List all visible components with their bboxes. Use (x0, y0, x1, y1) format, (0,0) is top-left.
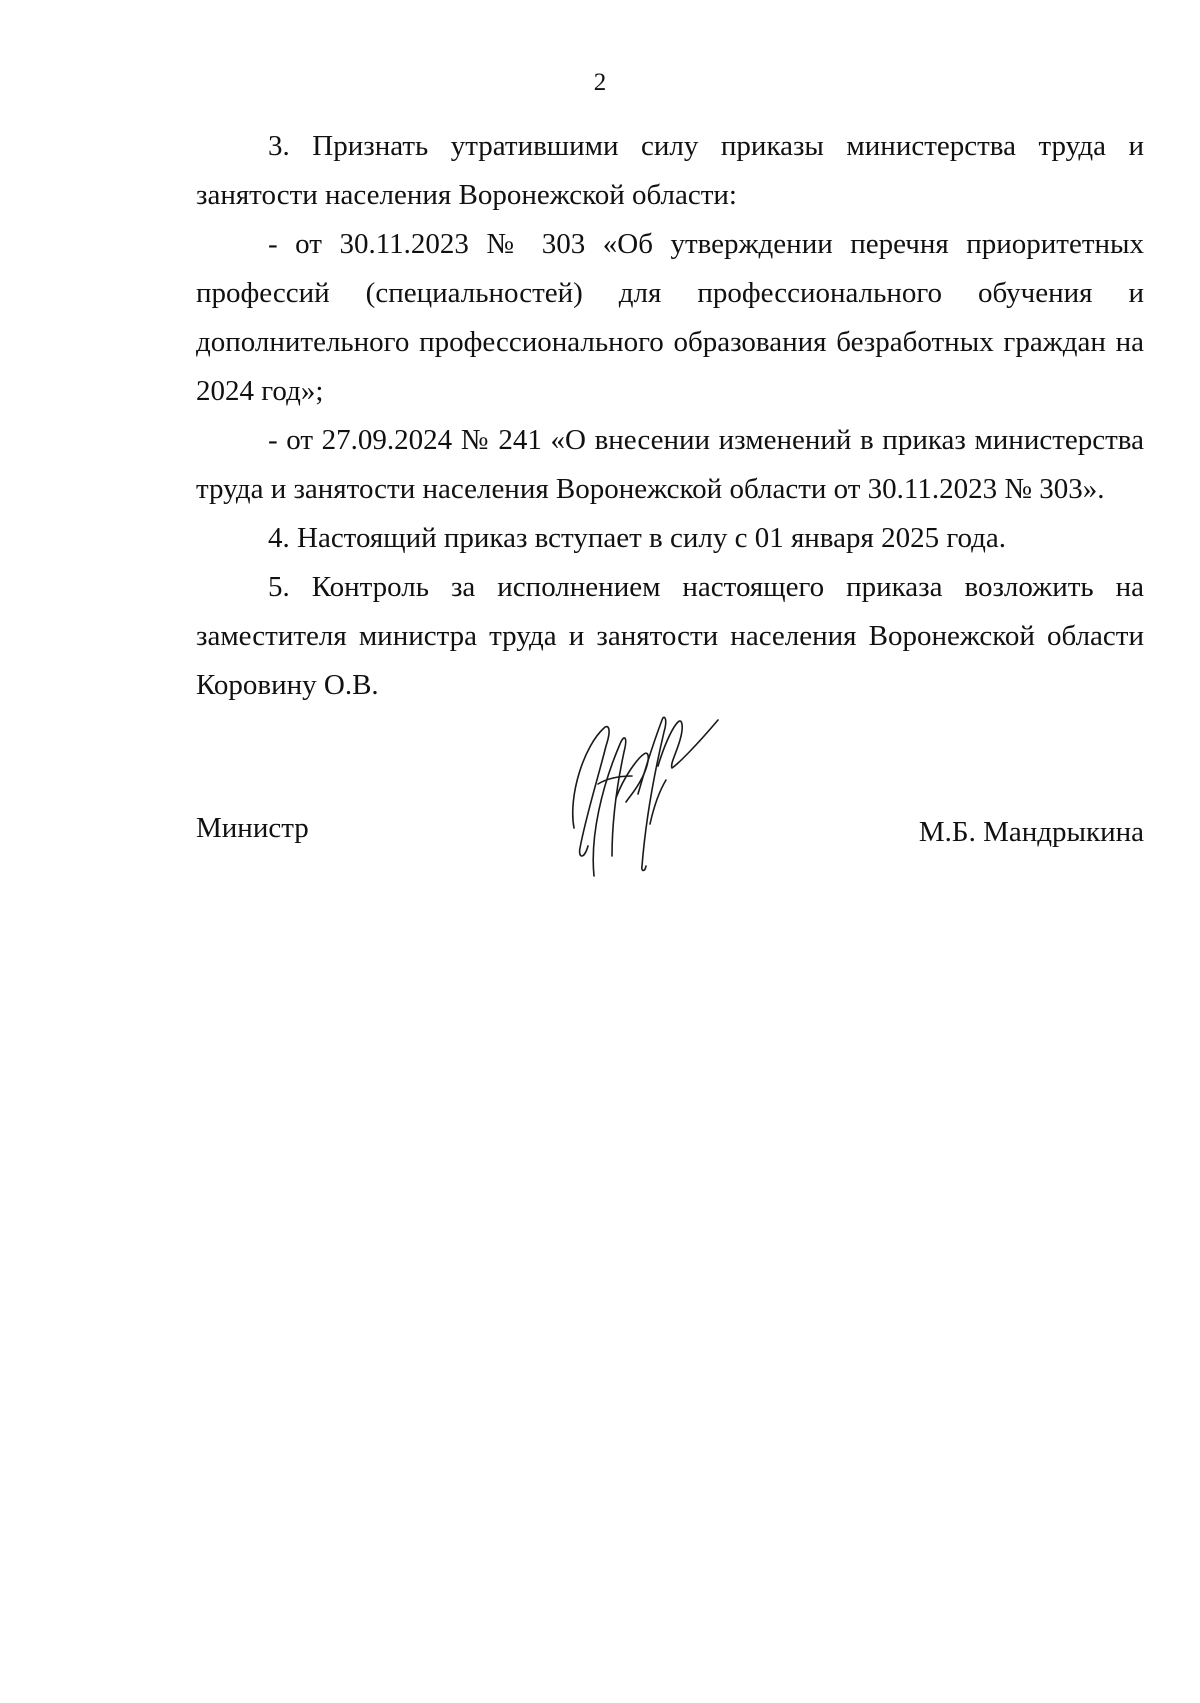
signature-block (196, 706, 1144, 886)
document-body (196, 122, 1144, 710)
paragraph-item-5: 5. Контроль за исполнением настоящего приказа возложить на заместителя министра труда и занятости населения Воронежской области Коровину О.В. (196, 571, 1144, 701)
paragraph-subitem-order-241: - от 27.09.2024 № 241 «О внесении изменений в приказ министерства труда и занятости населения Воронежской области от 30.11.2023 № 303». (196, 424, 1144, 505)
paragraph-subitem-order-303: - от 30.11.2023 № 303 «Об утверждении перечня приоритетных профессий (специальностей) для профессионального обучения и дополнительного профессионального образования безработных граждан на 2024 год»; (196, 228, 1144, 407)
signatory-name: М.Б. Мандрыкина (918, 816, 1144, 848)
page-number: 2 (593, 69, 607, 96)
handwritten-signature (546, 706, 736, 881)
paragraph-item-4: 4. Настоящий приказ вступает в силу с 01 января 2025 года. (268, 522, 1007, 554)
paragraph-item-3: 3. Признать утратившими силу приказы министерства труда и занятости населения Воронежской области: (196, 130, 1144, 211)
signatory-title: Министр (196, 812, 309, 844)
